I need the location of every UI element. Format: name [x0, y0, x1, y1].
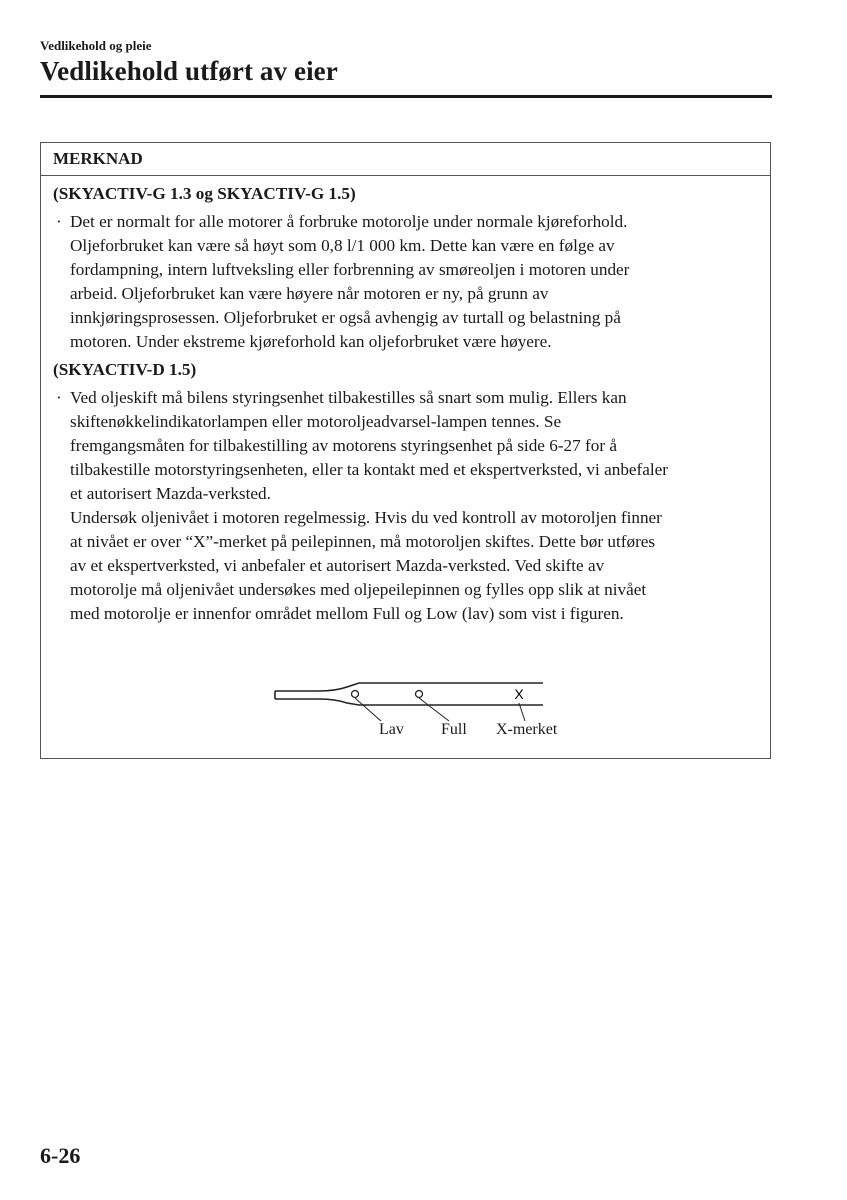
x-mark-icon: X [514, 686, 524, 702]
note-label: MERKNAD [41, 143, 770, 176]
diesel-engine-heading: (SKYACTIV-D 1.5) [53, 360, 197, 379]
page-number: 6-26 [40, 1143, 81, 1168]
section-label: Vedlikehold og pleie [40, 38, 152, 53]
page-title: Vedlikehold utført av eier [40, 56, 338, 86]
title-rule [40, 95, 772, 98]
bullet-icon: · [56, 388, 62, 407]
note-box [40, 142, 771, 759]
note-body [41, 176, 770, 626]
full-mark-icon [416, 691, 423, 698]
low-label: Lav [379, 721, 404, 738]
full-label: Full [441, 721, 467, 738]
dipstick-figure [271, 663, 591, 743]
gasoline-engine-heading: (SKYACTIV-G 1.3 og SKYACTIV-G 1.5) [53, 184, 356, 203]
diesel-oil-change-item [53, 386, 758, 626]
dipstick-illustration [271, 663, 591, 723]
gasoline-oil-consumption-item [53, 210, 758, 354]
bullet-icon: · [56, 212, 62, 231]
diesel-oil-change-text: Ved oljeskift må bilens styringsenhet tilbakestilles så snart som mulig. Ellers kan skiftenøkkelindikatorlampen eller motoroljeadvarsel-lampen tennes. Se fremgangsmåten for tilbakestilling av motorens styringsenhet på side 6-27 for å tilbakestille motorstyringsenheten, eller ta kontakt med et ekspertverksted, vi anbefaler et autorisert Mazda-verksted. Undersøk oljenivået i motoren regelmessig. Hvis du ved kontroll av motoroljen finner at nivået er over “X”-merket på peilepinnen, må motoroljen skiftes. Dette bør utføres av et ekspertverksted, vi anbefaler et autorisert Mazda-verksted. Ved skifte av motorolje må oljenivået undersøkes med oljepeilepinnen og fylles opp slik at nivået med motorolje er innenfor området mellom Full og Low (lav) som vist i figuren. [70, 388, 669, 623]
gasoline-oil-consumption-text: Det er normalt for alle motorer å forbruke motorolje under normale kjøreforhold. Oljeforbruket kan være så høyt som 0,8 l/1 000 km. Dette kan være en følge av fordampning, intern luftveksling eller forbrenning av smøreoljen i motoren under arbeid. Oljeforbruket kan være høyere når motoren er ny, på grunn av innkjøringsprosessen. Oljeforbruket er også avhengig av turtall og belastning på motoren. Under ekstreme kjøreforhold kan oljeforbruket være høyere. [70, 212, 630, 351]
x-mark-label: X-merket [496, 721, 558, 738]
low-mark-icon [352, 691, 359, 698]
